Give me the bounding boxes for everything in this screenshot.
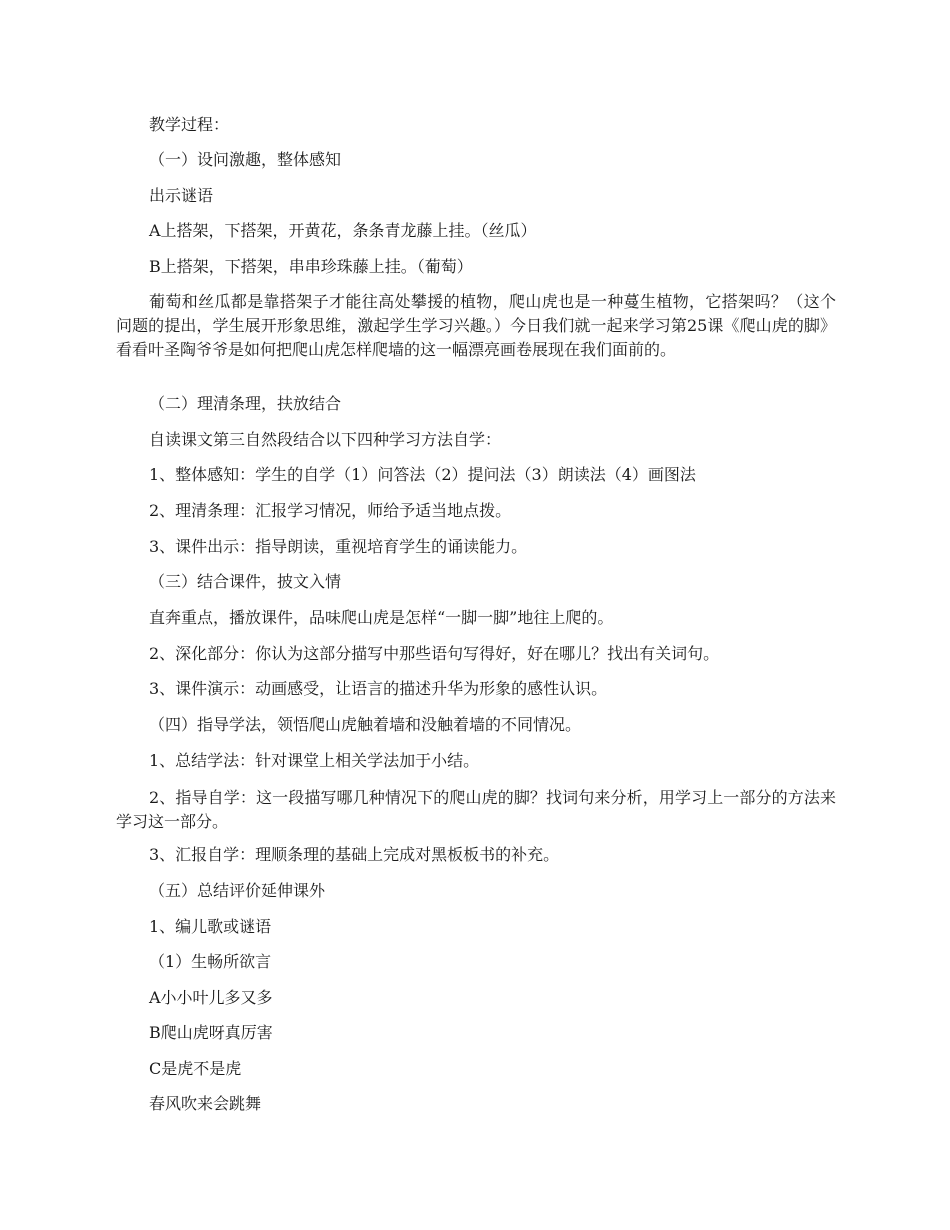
- section-heading-5: （五）总结评价延伸课外: [149, 881, 326, 900]
- text-line: 直奔重点，播放课件，品味爬山虎是怎样“一脚一脚”地往上爬的。: [149, 608, 614, 627]
- riddle-b: B上搭架，下搭架，串串珍珠藤上挂。（葡萄）: [149, 257, 473, 276]
- text-line: 出示谜语: [149, 186, 214, 205]
- list-item: 3、课件出示：指导朗读，重视培育学生的诵读能力。: [149, 537, 528, 556]
- section-heading-1: （一）设问激趣，整体感知: [149, 150, 342, 169]
- text-line: 自读课文第三自然段结合以下四种学习方法自学：: [149, 430, 502, 449]
- section-heading-3: （三）结合课件，披文入情: [149, 572, 342, 591]
- list-item: 1、整体感知：学生的自学（1）问答法（2）提问法（3）朗读法（4）画图法: [149, 465, 696, 484]
- section-heading-2: （二）理清条理，扶放结合: [149, 394, 342, 413]
- rhyme-line: B爬山虎呀真厉害: [149, 1023, 273, 1042]
- rhyme-line: 春风吹来会跳舞: [149, 1094, 262, 1113]
- list-item: 2、理清条理：汇报学习情况，师给予适当地点拨。: [149, 501, 512, 520]
- list-item: 1、总结学法：针对课堂上相关学法加于小结。: [149, 751, 480, 770]
- list-item: 3、汇报自学：理顺条理的基础上完成对黑板板书的补充。: [149, 845, 560, 864]
- heading-teaching-process: 教学过程：: [149, 115, 230, 134]
- section-heading-4: （四）指导学法，领悟爬山虎触着墙和没触着墙的不同情况。: [149, 715, 582, 734]
- riddle-a: A上搭架，下搭架，开黄花，条条青龙藤上挂。（丝瓜）: [149, 221, 537, 240]
- paragraph-guided-study: 2、指导自学：这一段描写哪几种情况下的爬山虎的脚？找词句来分析，用学习上一部分的方法来学习这一部分。: [116, 788, 836, 831]
- rhyme-line: C是虎不是虎: [149, 1059, 242, 1078]
- list-item: 3、课件演示：动画感受，让语言的描述升华为形象的感性认识。: [149, 679, 608, 698]
- list-item: （1）生畅所欲言: [149, 952, 272, 971]
- list-item: 1、编儿歌或谜语: [149, 917, 272, 936]
- paragraph-intro: 葡萄和丝瓜都是靠搭架子才能往高处攀援的植物，爬山虎也是一种蔓生植物，它搭架吗？（这个问题的提出，学生展开形象思维，激起学生学习兴趣。）今日我们就一起来学习第25课《爬山虎的脚》看看叶圣陶爷爷是如何把爬山虎怎样爬墙的这一幅漂亮画卷展现在我们面前的。: [116, 292, 836, 359]
- list-item: 2、深化部分：你认为这部分描写中那些语句写得好，好在哪儿？找出有关词句。: [149, 644, 720, 663]
- rhyme-line: A小小叶儿多又多: [149, 988, 273, 1007]
